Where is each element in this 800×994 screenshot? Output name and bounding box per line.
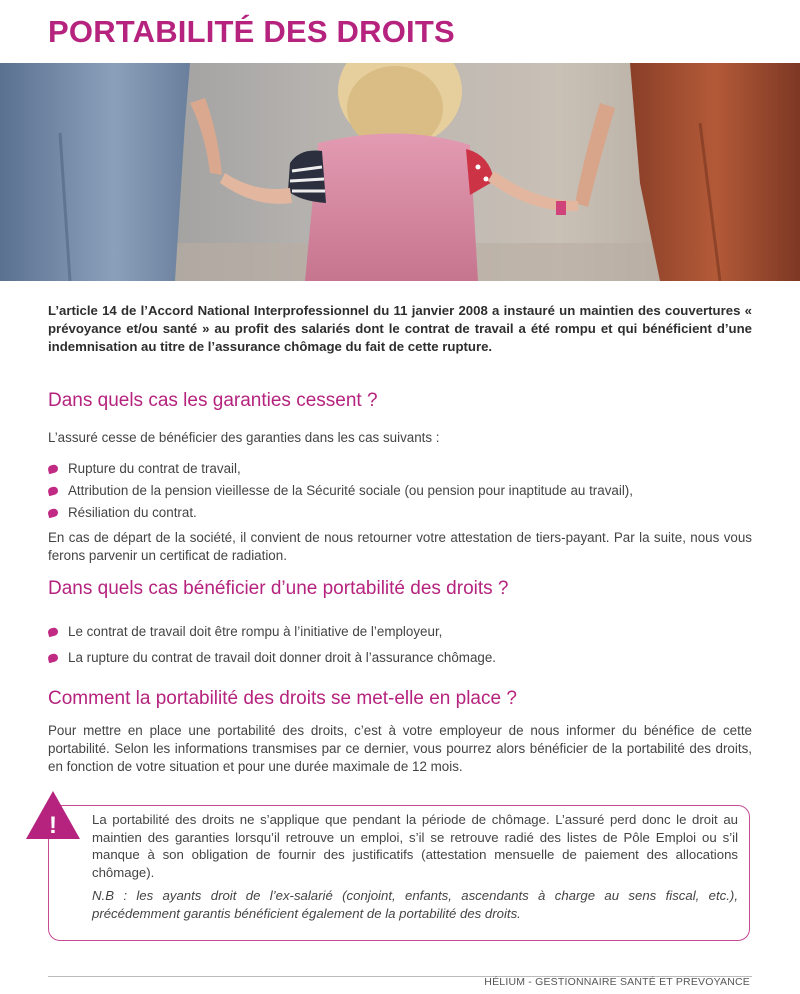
section2-list xyxy=(48,621,496,669)
section1-note: En cas de départ de la société, il convient de nous retourner votre attestation de tiers-payant. Par la suite, nous vous ferons parvenir un certificat de radiation. xyxy=(48,530,752,563)
list-item: Le contrat de travail doit être rompu à l’initiative de l’employeur, xyxy=(48,621,496,647)
intro-paragraph: L’article 14 de l’Accord National Interprofessionnel du 11 janvier 2008 a instauré un maintien des couvertures « prévoyance et/ou santé » au profit des salariés dont le contrat de travail a été rompu et qui bénéficient d’une indemnisation au titre de l’assurance chômage du fait de cette rupture. xyxy=(48,303,752,354)
section-heading-garanties-cessent: Dans quels cas les garanties cessent ? xyxy=(48,390,378,411)
footer-text: HÉLIUM - GESTIONNAIRE SANTÉ ET PREVOYANCE xyxy=(484,976,750,988)
list-item: La rupture du contrat de travail doit donner droit à l’assurance chômage. xyxy=(48,647,496,669)
bullet-icon xyxy=(47,653,59,663)
alert-note: N.B : les ayants droit de l’ex-salarié (conjoint, enfants, ascendants à charge au sens fiscal, etc.), précédemment garantis bénéficient également de la portabilité des droits. xyxy=(92,888,738,921)
bullet-icon xyxy=(47,508,59,518)
list-item: Rupture du contrat de travail, xyxy=(48,458,633,480)
list-item: Résiliation du contrat. xyxy=(48,502,633,524)
list-item: Attribution de la pension vieillesse de la Sécurité sociale (ou pension pour inaptitude au travail), xyxy=(48,480,633,502)
section-heading-mise-en-place: Comment la portabilité des droits se met-elle en place ? xyxy=(48,688,517,709)
alert-text: La portabilité des droits ne s’applique que pendant la période de chômage. L’assuré perd donc le droit au maintien des garanties lorsqu’il retrouve un emploi, s’il se retrouve radié des listes de Pôle Emploi ou s’il manque à son obligation de fournir des justificatifs (attestation mensuelle de paiement des allocations chômage). xyxy=(92,812,738,880)
section1-list xyxy=(48,458,633,524)
hero-photo-family-holding-hands xyxy=(0,63,800,281)
bullet-icon xyxy=(47,464,59,474)
section-heading-beneficier-portabilite: Dans quels cas bénéficier d’une portabilité des droits ? xyxy=(48,578,509,599)
section3-body: Pour mettre en place une portabilité des droits, c’est à votre employeur de nous informer du bénéfice de cette portabilité. Selon les informations transmises par ce dernier, vous pourrez alors bénéficier de la portabilité des droits, en fonction de votre situation et pour une durée maximale de 12 mois. xyxy=(48,723,752,774)
svg-text:!: ! xyxy=(49,812,57,839)
page-title: PORTABILITÉ DES DROITS xyxy=(48,14,455,49)
bullet-icon xyxy=(47,486,59,496)
bullet-icon xyxy=(47,627,59,637)
warning-triangle-icon xyxy=(24,789,82,841)
section1-lead: L’assuré cesse de bénéficier des garanties dans les cas suivants : xyxy=(48,430,440,445)
